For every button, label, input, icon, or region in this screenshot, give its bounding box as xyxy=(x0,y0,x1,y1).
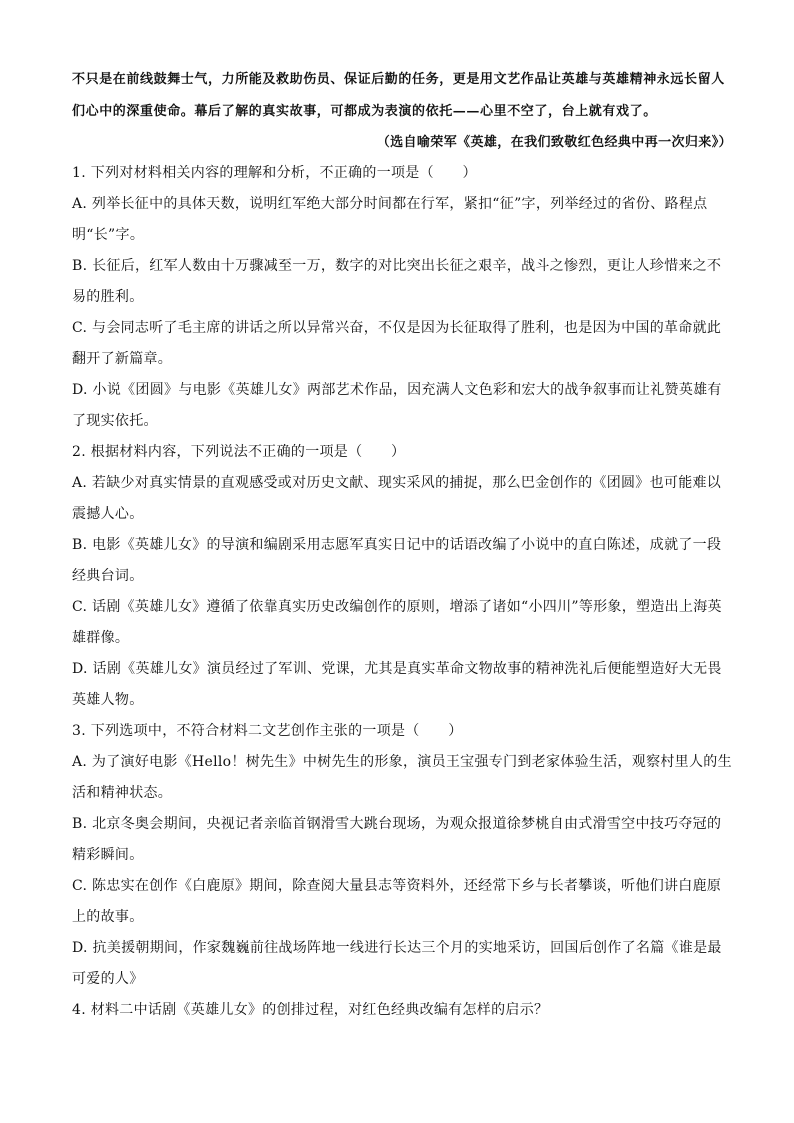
passage-source: （选自喻荣军《英雄，在我们致敬红色经典中再一次归来》） xyxy=(376,135,732,150)
question-2 xyxy=(72,437,732,716)
option-a: A. 列举长征中的具体天数，说明红军绝大部分时间都在行军，紧扣“征”字，列举经过的省份、路程点明“长”字。 xyxy=(72,196,708,243)
option-d: D. 抗美援朝期间，作家魏巍前往战场阵地一线进行长达三个月的实地采访，回国后创作了名篇《谁是最可爱的人》 xyxy=(72,940,722,987)
option-a: A. 为了演好电影《Hello！树先生》中树先生的形象，演员王宝强专门到老家体验生活，观察村里人的生活和精神状态。 xyxy=(72,754,732,801)
option-b: B. 长征后，红军人数由十万骤减至一万，数字的对比突出长征之艰辛，战斗之惨烈，更让人珍惜来之不易的胜利。 xyxy=(72,258,722,305)
option-b: B. 电影《英雄儿女》的导演和编剧采用志愿军真实日记中的话语改编了小说中的直白陈述，成就了一段经典台词。 xyxy=(72,537,722,584)
passage-excerpt xyxy=(72,64,732,128)
option-c: C. 陈忠实在创作《白鹿原》期间，除查阅大量县志等资料外，还经常下乡与长者攀谈，听他们讲白鹿原上的故事。 xyxy=(72,878,722,925)
option-b: B. 北京冬奥会期间，央视记者亲临首钢滑雪大跳台现场，为观众报道徐梦桃自由式滑雪空中技巧夺冠的精彩瞬间。 xyxy=(72,816,722,863)
question-stem: 1. 下列对材料相关内容的理解和分析，不正确的一项是（ ） xyxy=(72,165,477,181)
question-stem: 3. 下列选项中，不符合材料二文艺创作主张的一项是（ ） xyxy=(72,723,463,739)
option-c: C. 话剧《英雄儿女》遵循了依靠真实历史改编创作的原则，增添了诸如“小四川”等形象，塑造出上海英雄群像。 xyxy=(72,599,722,646)
option-c: C. 与会同志听了毛主席的讲话之所以异常兴奋，不仅是因为长征取得了胜利，也是因为中国的革命就此翻开了新篇章。 xyxy=(72,320,722,367)
question-3 xyxy=(72,716,732,995)
option-d: D. 小说《团圆》与电影《英雄儿女》两部艺术作品，因充满人文色彩和宏大的战争叙事而让礼赞英雄有了现实依托。 xyxy=(72,382,722,429)
passage-text: 不只是在前线鼓舞士气，力所能及救助伤员、保证后勤的任务，更是用文艺作品让英雄与英雄精神永远长留人们心中的深重使命。幕后了解的真实故事，可都成为表演的依托——心里不空了，台上就有戏了。 xyxy=(72,72,725,119)
question-stem: 4. 材料二中话剧《英雄儿女》的创排过程，对红色经典改编有怎样的启示？ xyxy=(72,1002,549,1018)
option-a: A. 若缺少对真实情景的直观感受或对历史文献、现实采风的捕捉，那么巴金创作的《团圆》也可能难以震撼人心。 xyxy=(72,475,722,522)
question-4 xyxy=(72,995,732,1026)
question-stem: 2. 根据材料内容，下列说法不正确的一项是（ ） xyxy=(72,444,406,460)
option-d: D. 话剧《英雄儿女》演员经过了军训、党课，尤其是真实革命文物故事的精神洗礼后便能塑造好大无畏英雄人物。 xyxy=(72,661,722,708)
question-1 xyxy=(72,158,732,437)
